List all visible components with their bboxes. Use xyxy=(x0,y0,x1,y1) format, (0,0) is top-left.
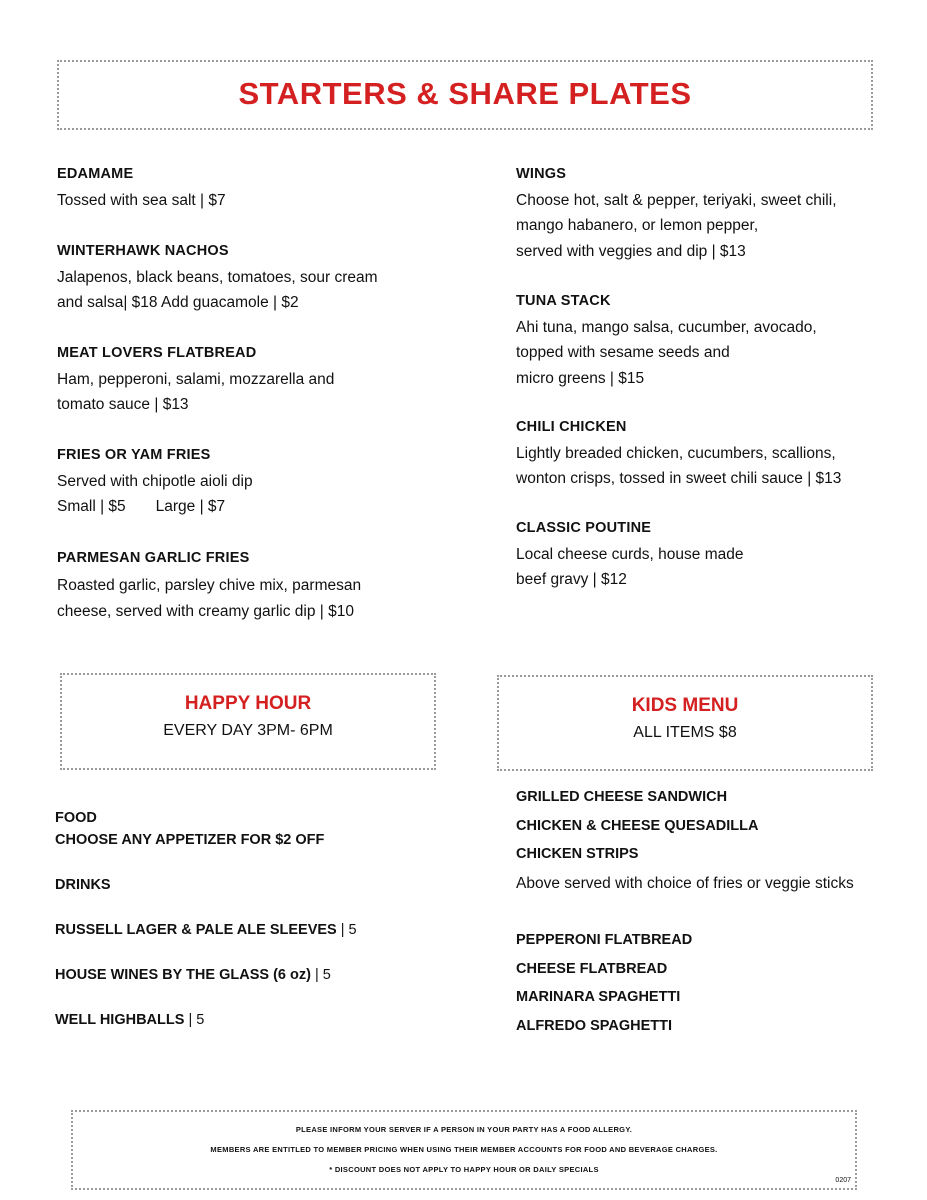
menu-item-name: WINTERHAWK NACHOS xyxy=(57,243,229,259)
menu-item-description: Ham, pepperoni, salami, mozzarella and xyxy=(57,370,335,388)
menu-item-name: EDAMAME xyxy=(57,166,134,182)
menu-item-description: Lightly breaded chicken, cucumbers, scallions, xyxy=(516,444,836,462)
kids-item: ALFREDO SPAGHETTI xyxy=(516,1018,673,1034)
menu-item-name: CHILI CHICKEN xyxy=(516,419,627,435)
menu-item-classic-poutine xyxy=(516,516,876,593)
happy-hour-details xyxy=(55,806,475,1046)
kids-item: CHICKEN STRIPS xyxy=(516,846,639,862)
kids-note: Above served with choice of fries or veggie sticks xyxy=(516,875,854,892)
menu-item-name: PARMESAN GARLIC FRIES xyxy=(57,550,250,566)
menu-item-tuna-stack xyxy=(516,289,876,391)
menu-item-name: WINGS xyxy=(516,166,567,182)
starters-right-column xyxy=(516,162,876,602)
happy-hour-drinks-label: DRINKS xyxy=(55,877,111,893)
happy-hour-box xyxy=(60,673,436,770)
menu-item-parmesan-garlic-fries xyxy=(57,546,477,625)
footer-notes-box xyxy=(71,1110,857,1190)
happy-hour-food-offer: CHOOSE ANY APPETIZER FOR $2 OFF xyxy=(55,832,325,848)
drink-item xyxy=(55,918,357,944)
drink-price: | 5 xyxy=(310,967,331,983)
happy-hour-food-label: FOOD xyxy=(55,810,97,826)
kids-menu-title: KIDS MENU xyxy=(631,695,739,716)
drink-item xyxy=(55,1008,204,1034)
menu-item-name: TUNA STACK xyxy=(516,293,611,309)
menu-item-meat-lovers-flatbread xyxy=(57,341,477,418)
kids-item: MARINARA SPAGHETTI xyxy=(516,989,681,1005)
kids-menu-subtitle: ALL ITEMS $8 xyxy=(633,724,737,741)
menu-item-description: cheese, served with creamy garlic dip | $10 xyxy=(57,603,354,620)
header-box xyxy=(57,60,873,130)
happy-hour-title: HAPPY HOUR xyxy=(184,693,312,714)
menu-item-description: beef gravy | $12 xyxy=(516,571,627,588)
size-large: Large | $7 xyxy=(155,498,226,515)
discount-note: * DISCOUNT DOES NOT APPLY TO HAPPY HOUR OR DAILY SPECIALS xyxy=(329,1165,599,1174)
kids-item: CHICKEN & CHEESE QUESADILLA xyxy=(516,818,759,834)
drink-price: | 5 xyxy=(336,922,357,938)
menu-item-wings xyxy=(516,162,876,264)
allergy-note: PLEASE INFORM YOUR SERVER IF A PERSON IN YOUR PARTY HAS A FOOD ALLERGY. xyxy=(295,1125,633,1134)
menu-item-description: wonton crisps, tossed in sweet chili sauce | $13 xyxy=(516,470,842,487)
menu-item-sizes xyxy=(57,494,477,520)
menu-item-fries-or-yam-fries xyxy=(57,443,477,520)
menu-item-description: mango habanero, or lemon pepper, xyxy=(516,217,759,234)
happy-hour-subtitle: EVERY DAY 3PM- 6PM xyxy=(163,722,333,739)
kids-item: GRILLED CHEESE SANDWICH xyxy=(516,789,728,805)
menu-item-edamame xyxy=(57,162,477,213)
menu-item-description: micro greens | $15 xyxy=(516,369,645,387)
menu-item-description: Ahi tuna, mango salsa, cucumber, avocado, xyxy=(516,318,817,336)
starters-left-column xyxy=(57,162,497,642)
kids-item: CHEESE FLATBREAD xyxy=(516,961,668,977)
menu-item-description: Jalapenos, black beans, tomatoes, sour cream xyxy=(57,268,378,286)
menu-item-chili-chicken xyxy=(516,415,876,492)
menu-item-description: tomato sauce | $13 xyxy=(57,396,189,413)
drink-item xyxy=(55,963,331,989)
menu-item-name: MEAT LOVERS FLATBREAD xyxy=(57,345,257,361)
kids-menu-box xyxy=(497,675,873,771)
size-small: Small | $5 xyxy=(57,498,126,515)
menu-item-description: Roasted garlic, parsley chive mix, parmesan xyxy=(57,576,362,594)
menu-item-description: and salsa| $18 Add guacamole | $2 xyxy=(57,294,299,311)
drink-name: WELL HIGHBALLS xyxy=(55,1012,185,1028)
drink-name: HOUSE WINES BY THE GLASS (6 oz) xyxy=(55,967,311,983)
menu-item-description: Local cheese curds, house made xyxy=(516,545,744,563)
kids-menu-details xyxy=(516,785,896,1045)
menu-item-description: Choose hot, salt & pepper, teriyaki, sweet chili, xyxy=(516,191,837,209)
drink-name: RUSSELL LAGER & PALE ALE SLEEVES xyxy=(55,922,337,938)
drink-price: | 5 xyxy=(184,1012,205,1028)
menu-item-description: served with veggies and dip | $13 xyxy=(516,242,746,260)
menu-item-winterhawk-nachos xyxy=(57,239,477,316)
kids-item: PEPPERONI FLATBREAD xyxy=(516,932,693,948)
menu-item-description: topped with sesame seeds and xyxy=(516,344,730,361)
menu-item-name: FRIES OR YAM FRIES xyxy=(57,447,211,463)
document-code: 0207 xyxy=(835,1177,851,1184)
menu-item-name: CLASSIC POUTINE xyxy=(516,520,652,536)
menu-item-description: Tossed with sea salt | $7 xyxy=(57,191,226,209)
page-title: STARTERS & SHARE PLATES xyxy=(238,76,692,111)
member-pricing-note: MEMBERS ARE ENTITLED TO MEMBER PRICING WHEN USING THEIR MEMBER ACCOUNTS FOR FOOD AND BEVERAGE CHARGES. xyxy=(210,1145,718,1154)
menu-item-description: Served with chipotle aioli dip xyxy=(57,472,253,490)
